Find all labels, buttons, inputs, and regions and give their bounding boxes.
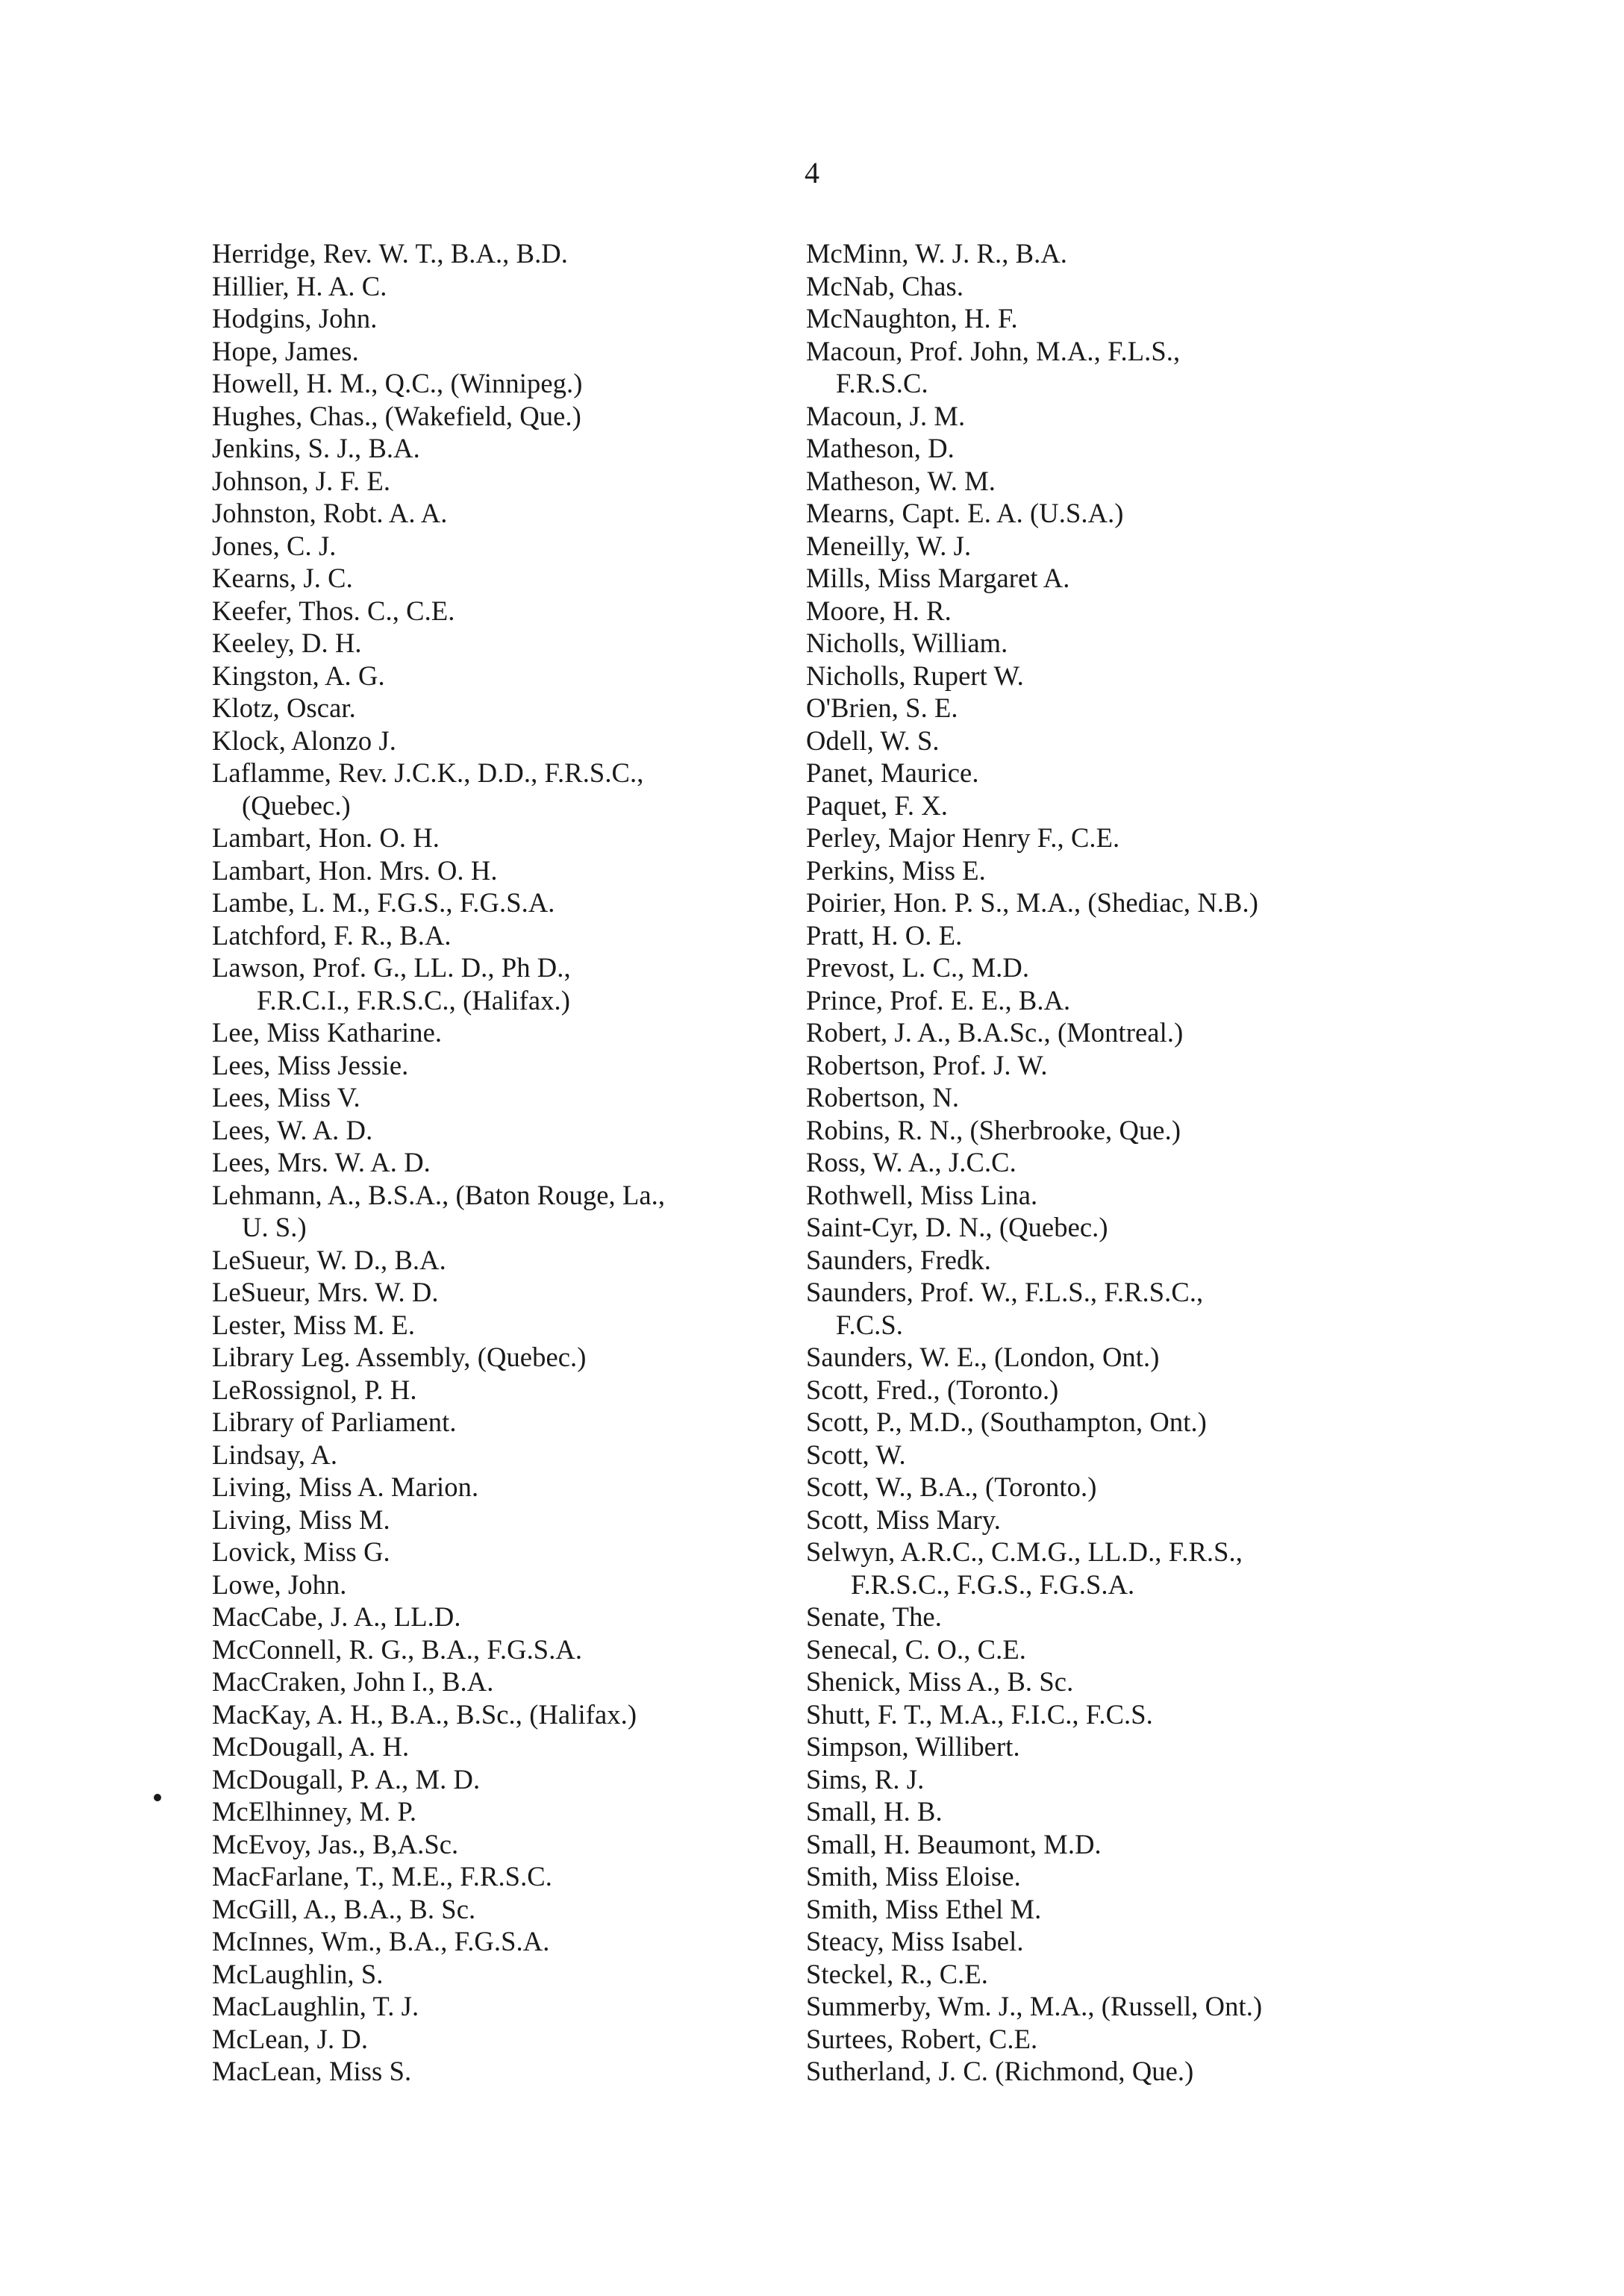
member-entry: Scott, W., B.A., (Toronto.) — [806, 1471, 1097, 1502]
member-entry: Senecal, C. O., C.E. — [806, 1633, 1026, 1665]
member-entry: Scott, Miss Mary. — [806, 1504, 1001, 1535]
member-entry: McConnell, R. G., B.A., F.G.S.A. — [212, 1633, 583, 1665]
member-entry: McNab, Chas. — [806, 270, 964, 301]
member-entry: Nicholls, Rupert W. — [806, 660, 1024, 691]
member-entry: Small, H. B. — [806, 1796, 943, 1827]
member-entry: Lees, Mrs. W. A. D. — [212, 1147, 431, 1177]
member-entry: Herridge, Rev. W. T., B.A., B.D. — [212, 238, 568, 269]
member-entry: Shutt, F. T., M.A., F.I.C., F.C.S. — [806, 1698, 1153, 1730]
member-entry: McLean, J. D. — [212, 2023, 369, 2054]
member-entry: Johnston, Robt. A. A. — [212, 498, 448, 528]
member-entry: Odell, W. S. — [806, 725, 940, 756]
member-entry: LeRossignol, P. H. — [212, 1374, 417, 1405]
member-entry: LeSueur, Mrs. W. D. — [212, 1277, 439, 1307]
member-entry: Matheson, W. M. — [806, 465, 996, 496]
member-entry: McInnes, Wm., B.A., F.G.S.A. — [212, 1926, 550, 1956]
member-entry: Macoun, Prof. John, M.A., F.L.S., — [806, 335, 1181, 366]
member-entry: Matheson, D. — [806, 433, 955, 463]
member-entry: O'Brien, S. E. — [806, 692, 958, 723]
member-entry: Moore, H. R. — [806, 595, 952, 626]
member-entry: Macoun, J. M. — [806, 400, 966, 431]
member-entry: Library of Parliament. — [212, 1407, 457, 1437]
member-entry: Perley, Major Henry F., C.E. — [806, 822, 1120, 853]
member-entry: Senate, The. — [806, 1601, 942, 1632]
left-column-member-list — [212, 237, 816, 2088]
member-entry: Robertson, N. — [806, 1082, 960, 1113]
member-entry: Lowe, John. — [212, 1568, 347, 1600]
member-entry: Lindsay, A. — [212, 1439, 338, 1470]
member-entry: Steckel, R., C.E. — [806, 1958, 988, 1989]
member-entry: Kearns, J. C. — [212, 563, 353, 593]
member-entry: Hodgins, John. — [212, 303, 378, 334]
member-entry: Living, Miss A. Marion. — [212, 1471, 479, 1502]
member-entry: McElhinney, M. P. — [212, 1796, 417, 1827]
member-entry: McDougall, A. H. — [212, 1731, 410, 1762]
member-entry: Paquet, F. X. — [806, 789, 949, 821]
member-entry: McNaughton, H. F. — [806, 303, 1018, 334]
member-entry: Robins, R. N., (Sherbrooke, Que.) — [806, 1114, 1181, 1145]
member-entry: Shenick, Miss A., B. Sc. — [806, 1666, 1074, 1697]
member-entry: MacKay, A. H., B.A., B.Sc., (Halifax.) — [212, 1698, 637, 1730]
member-entry: F.R.C.I., F.R.S.C., (Halifax.) — [257, 984, 570, 1016]
member-entry: MacFarlane, T., M.E., F.R.S.C. — [212, 1861, 552, 1892]
member-entry: Lester, Miss M. E. — [212, 1309, 416, 1340]
member-entry: (Quebec.) — [242, 789, 351, 821]
member-entry: Living, Miss M. — [212, 1504, 390, 1535]
member-entry: Hughes, Chas., (Wakefield, Que.) — [212, 400, 581, 431]
member-entry: MacLean, Miss S. — [212, 2056, 412, 2086]
member-entry: F.C.S. — [836, 1309, 903, 1340]
member-entry: Latchford, F. R., B.A. — [212, 919, 452, 951]
member-entry: Selwyn, A.R.C., C.M.G., LL.D., F.R.S., — [806, 1536, 1243, 1567]
member-entry: Smith, Miss Ethel M. — [806, 1893, 1042, 1924]
member-entry: Nicholls, William. — [806, 628, 1008, 658]
member-entry: Prevost, L. C., M.D. — [806, 952, 1030, 983]
member-entry: Laflamme, Rev. J.C.K., D.D., F.R.S.C., — [212, 757, 644, 788]
member-entry: Simpson, Willibert. — [806, 1731, 1020, 1762]
member-entry: MacLaughlin, T. J. — [212, 1991, 419, 2021]
member-entry: Prince, Prof. E. E., B.A. — [806, 984, 1071, 1016]
member-entry: Johnson, J. F. E. — [212, 465, 391, 496]
member-entry: Lawson, Prof. G., LL. D., Ph D., — [212, 952, 571, 983]
member-entry: Keeley, D. H. — [212, 628, 362, 658]
page-number: 4 — [805, 156, 819, 190]
member-entry: Perkins, Miss E. — [806, 854, 986, 886]
member-entry: Jones, C. J. — [212, 530, 337, 561]
member-entry: Saunders, Fredk. — [806, 1244, 991, 1275]
member-entry: Sutherland, J. C. (Richmond, Que.) — [806, 2056, 1194, 2086]
member-entry: Sims, R. J. — [806, 1763, 925, 1795]
member-entry: Small, H. Beaumont, M.D. — [806, 1828, 1102, 1859]
member-entry: Meneilly, W. J. — [806, 530, 972, 561]
member-entry: Library Leg. Assembly, (Quebec.) — [212, 1342, 587, 1372]
member-entry: Summerby, Wm. J., M.A., (Russell, Ont.) — [806, 1991, 1263, 2021]
member-entry: Lees, Miss V. — [212, 1082, 360, 1113]
member-entry: Steacy, Miss Isabel. — [806, 1926, 1024, 1956]
member-entry: Panet, Maurice. — [806, 757, 979, 788]
member-entry: Poirier, Hon. P. S., M.A., (Shediac, N.B.) — [806, 887, 1258, 918]
member-entry: Keefer, Thos. C., C.E. — [212, 595, 455, 626]
member-entry: McEvoy, Jas., B,A.Sc. — [212, 1828, 459, 1859]
member-entry: Hope, James. — [212, 335, 359, 366]
member-entry: Lambart, Hon. Mrs. O. H. — [212, 854, 498, 886]
member-entry: Lovick, Miss G. — [212, 1536, 390, 1567]
member-entry: Ross, W. A., J.C.C. — [806, 1147, 1016, 1177]
member-entry: Klock, Alonzo J. — [212, 725, 396, 756]
member-entry: McDougall, P. A., M. D. — [212, 1763, 481, 1795]
member-entry: Smith, Miss Eloise. — [806, 1861, 1021, 1892]
member-entry: Mills, Miss Margaret A. — [806, 563, 1070, 593]
member-entry: Saunders, Prof. W., F.L.S., F.R.S.C., — [806, 1277, 1204, 1307]
right-column-member-list — [806, 237, 1425, 2088]
member-entry: Lambe, L. M., F.G.S., F.G.S.A. — [212, 887, 555, 918]
member-entry: Lehmann, A., B.S.A., (Baton Rouge, La., — [212, 1179, 666, 1210]
member-entry: Saunders, W. E., (London, Ont.) — [806, 1342, 1160, 1372]
member-entry: F.R.S.C., F.G.S., F.G.S.A. — [851, 1568, 1135, 1600]
member-entry: Lees, Miss Jessie. — [212, 1049, 409, 1080]
member-entry: Kingston, A. G. — [212, 660, 385, 691]
member-entry: LeSueur, W. D., B.A. — [212, 1244, 446, 1275]
stray-ink-mark — [154, 1794, 161, 1801]
member-entry: Jenkins, S. J., B.A. — [212, 433, 420, 463]
member-entry: Rothwell, Miss Lina. — [806, 1179, 1038, 1210]
member-entry: U. S.) — [242, 1212, 307, 1242]
member-entry: Robertson, Prof. J. W. — [806, 1049, 1048, 1080]
member-entry: McGill, A., B.A., B. Sc. — [212, 1893, 476, 1924]
member-entry: Hillier, H. A. C. — [212, 270, 387, 301]
member-entry: Lambart, Hon. O. H. — [212, 822, 440, 853]
member-entry: MacCraken, John I., B.A. — [212, 1666, 494, 1697]
member-entry: F.R.S.C. — [836, 368, 928, 398]
member-entry: Saint-Cyr, D. N., (Quebec.) — [806, 1212, 1108, 1242]
member-entry: Scott, P., M.D., (Southampton, Ont.) — [806, 1407, 1207, 1437]
member-entry: Surtees, Robert, C.E. — [806, 2023, 1038, 2054]
member-entry: MacCabe, J. A., LL.D. — [212, 1601, 461, 1632]
member-entry: McMinn, W. J. R., B.A. — [806, 238, 1068, 269]
member-entry: Lees, W. A. D. — [212, 1114, 373, 1145]
member-entry: Robert, J. A., B.A.Sc., (Montreal.) — [806, 1017, 1184, 1048]
member-entry: Scott, Fred., (Toronto.) — [806, 1374, 1059, 1405]
member-entry: Scott, W. — [806, 1439, 906, 1470]
member-entry: McLaughlin, S. — [212, 1958, 384, 1989]
member-entry: Pratt, H. O. E. — [806, 919, 963, 951]
member-entry: Klotz, Oscar. — [212, 692, 356, 723]
member-entry: Lee, Miss Katharine. — [212, 1017, 443, 1048]
member-entry: Mearns, Capt. E. A. (U.S.A.) — [806, 498, 1124, 528]
member-entry: Howell, H. M., Q.C., (Winnipeg.) — [212, 368, 583, 398]
